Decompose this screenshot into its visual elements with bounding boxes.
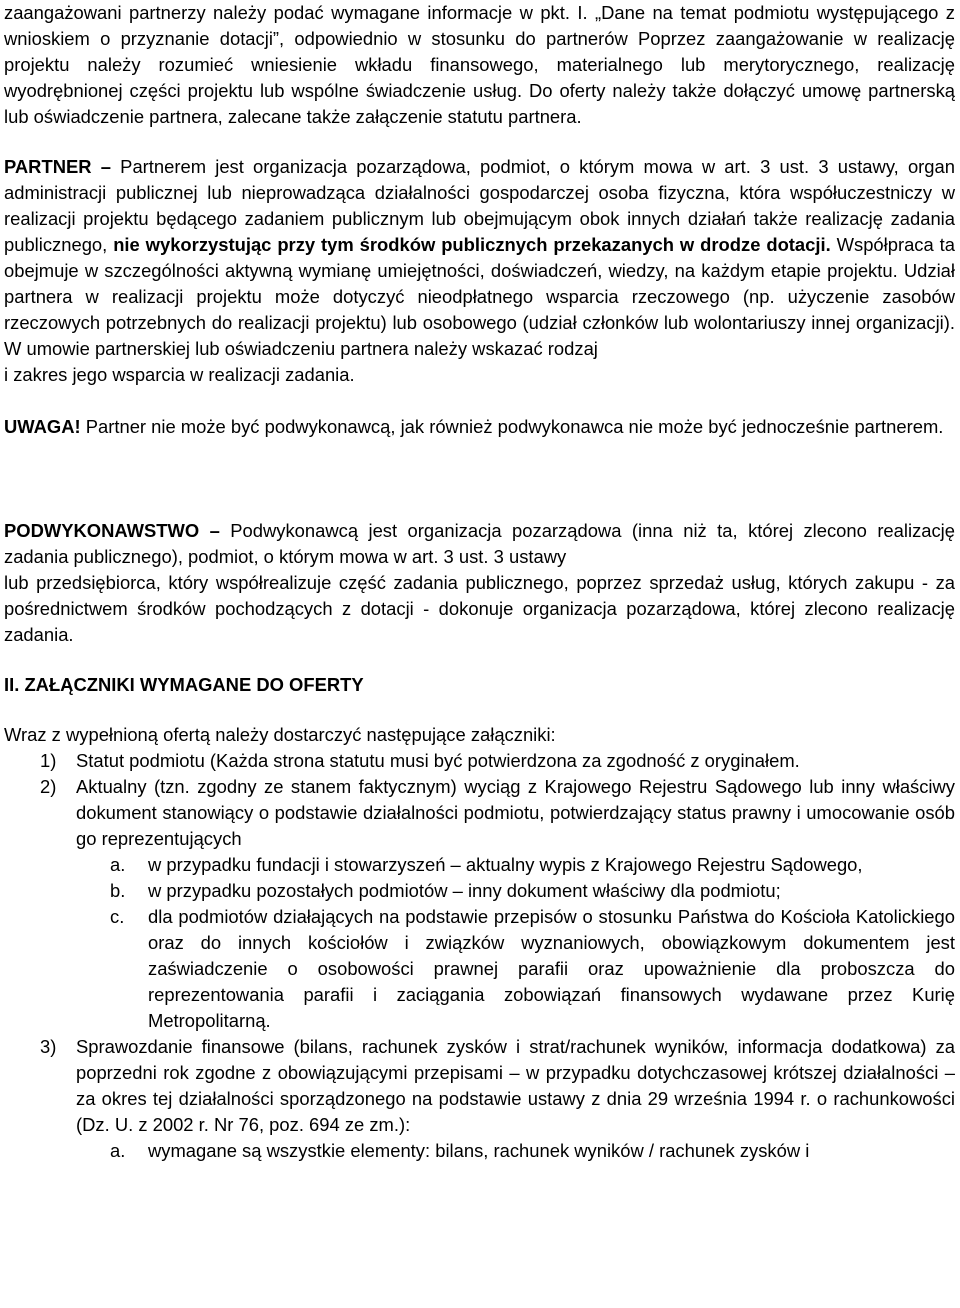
sub-list-item <box>76 878 955 904</box>
warning-paragraph <box>4 414 955 440</box>
list-item <box>4 1034 955 1164</box>
subcontractor-entrepreneur-text: lub przedsiębiorca, który współrealizuje część zadania publicznego, poprzez sprzedaż usług, których zakupu - za pośrednictwem środków pochodzących z dotacji - dokonuje organizacja pozarządowa, której zlecono realizację zadania. <box>4 572 955 645</box>
sub-list <box>76 1138 955 1164</box>
partner-bold-clause: nie wykorzystując przy tym środków publicznych przekazanych w drodze dotacji. <box>113 234 831 255</box>
partner-info-paragraph <box>4 0 955 130</box>
sub-list-item-letter: c. <box>110 906 125 927</box>
partner-cooperation-text: Współpraca ta obejmuje w szczególności aktywną wymianę umiejętności, doświadczeń, wiedzy, na każdym etapie projektu. Udział partnera w realizacji projektu może dotyczyć nieodpłatnego wsparcia rzeczowego (np. użyczenie zasobów rzeczowych potrzebnych do realizacji projektu) lub osobowego (udział członków lub wolontariuszy innej organizacji). W umowie partnerskiej lub oświadczeniu partnera należy wskazać rodzaj <box>4 234 955 359</box>
spacer <box>4 130 955 154</box>
sub-list-item <box>76 1138 955 1164</box>
subcontractor-term: PODWYKONAWSTWO <box>4 520 200 541</box>
sub-list-item <box>76 904 955 1034</box>
spacer <box>4 440 955 518</box>
spacer <box>4 698 955 722</box>
subcontractor-definition-paragraph <box>4 518 955 648</box>
list-item-number: 3) <box>40 1036 57 1057</box>
sub-list-item-letter: a. <box>110 1140 126 1161</box>
list-item <box>4 748 955 774</box>
partner-info-text: zaangażowani partnerzy należy podać wymagane informacje w pkt. I. „Dane na temat podmiotu występującego z wnioskiem o przyznanie dotacji”, odpowiednio w stosunku do partnerów Poprzez zaangażowanie w realizację projektu należy rozumieć wniesienie wkładu finansowego, materialnego lub merytorycznego, realizację wyodrębnionej części projektu lub wspólne świadczenie usług. Do oferty należy także dołączyć umowę partnerską lub oświadczenie partnera, zalecane także załączenie statutu partnera. <box>4 2 955 127</box>
sub-list-item-text: dla podmiotów działających na podstawie przepisów o stosunku Państwa do Kościoła Katolickiego oraz do innych kościołów i związków wyznaniowych, obowiązkowym dokumentem jest zaświadczenie o osobowości prawnej parafii oraz upoważnienie dla proboszcza do reprezentowania parafii i zaciągania zobowiązań finansowych wydawane przez Kurię Metropolitarną. <box>148 906 955 1031</box>
attachments-intro: Wraz z wypełnioną ofertą należy dostarczyć następujące załączniki: <box>4 724 556 745</box>
warning-label: UWAGA! <box>4 416 81 437</box>
sub-list-item-text: w przypadku pozostałych podmiotów – inny dokument właściwy dla podmiotu; <box>148 880 781 901</box>
warning-text: Partner nie może być podwykonawcą, jak również podwykonawca nie może być jednocześnie partnerem. <box>80 416 944 437</box>
sub-list-item-letter: a. <box>110 854 126 875</box>
section-heading: II. ZAŁĄCZNIKI WYMAGANE DO OFERTY <box>4 674 364 695</box>
list-item-text: Statut podmiotu (Każda strona statutu musi być potwierdzona za zgodność z oryginałem. <box>76 750 800 771</box>
partner-dash: – <box>91 156 121 177</box>
sub-list <box>76 852 955 1034</box>
partner-definition-text: Partnerem jest organizacja pozarządowa, podmiot, o którym mowa w art. 3 ust. 3 ustawy, organ administracji publicznej lub nieprowadząca działalności gospodarczej osoba fizyczna, która współuczestniczy w realizacji projektu będącego zadaniem publicznym lub obejmującym obok innych działań także realizację zadania publicznego, <box>4 156 955 255</box>
sub-list-item <box>76 852 955 878</box>
partner-scope-text: i zakres jego wsparcia w realizacji zadania. <box>4 364 355 385</box>
list-item-number: 1) <box>40 750 57 771</box>
list-item-text: Aktualny (tzn. zgodny ze stanem faktycznym) wyciąg z Krajowego Rejestru Sądowego lub inny właściwy dokument stanowiący o podstawie działalności podmiotu, potwierdzający status prawny i umocowanie osób go reprezentujących <box>76 776 955 849</box>
sub-list-item-letter: b. <box>110 880 126 901</box>
list-item-number: 2) <box>40 776 57 797</box>
spacer <box>4 648 955 672</box>
partner-term: PARTNER <box>4 156 92 177</box>
subcontractor-dash: – <box>199 520 231 541</box>
attachments-list <box>4 748 955 1164</box>
list-item-text: Sprawozdanie finansowe (bilans, rachunek zysków i strat/rachunek wyników, informacja dodatkowa) za poprzedni rok zgodne z obowiązującymi przepisami – w przypadku dotychczasowej krótszej działalności – za okres tej działalności sporządzonego na podstawie ustawy z dnia 29 września 1994 r. o rachunkowości (Dz. U. z 2002 r. Nr 76, poz. 694 ze zm.): <box>76 1036 955 1135</box>
spacer <box>4 388 955 414</box>
subcontractor-definition-text: Podwykonawcą jest organizacja pozarządowa (inna niż ta, której zlecono realizację zadania publicznego), podmiot, o którym mowa w art. 3 ust. 3 ustawy <box>4 520 955 567</box>
list-item <box>4 774 955 1034</box>
sub-list-item-text: w przypadku fundacji i stowarzyszeń – aktualny wypis z Krajowego Rejestru Sądowego, <box>148 854 863 875</box>
partner-definition-paragraph <box>4 154 955 388</box>
sub-list-item-text: wymagane są wszystkie elementy: bilans, rachunek wyników / rachunek zysków i <box>148 1140 810 1161</box>
